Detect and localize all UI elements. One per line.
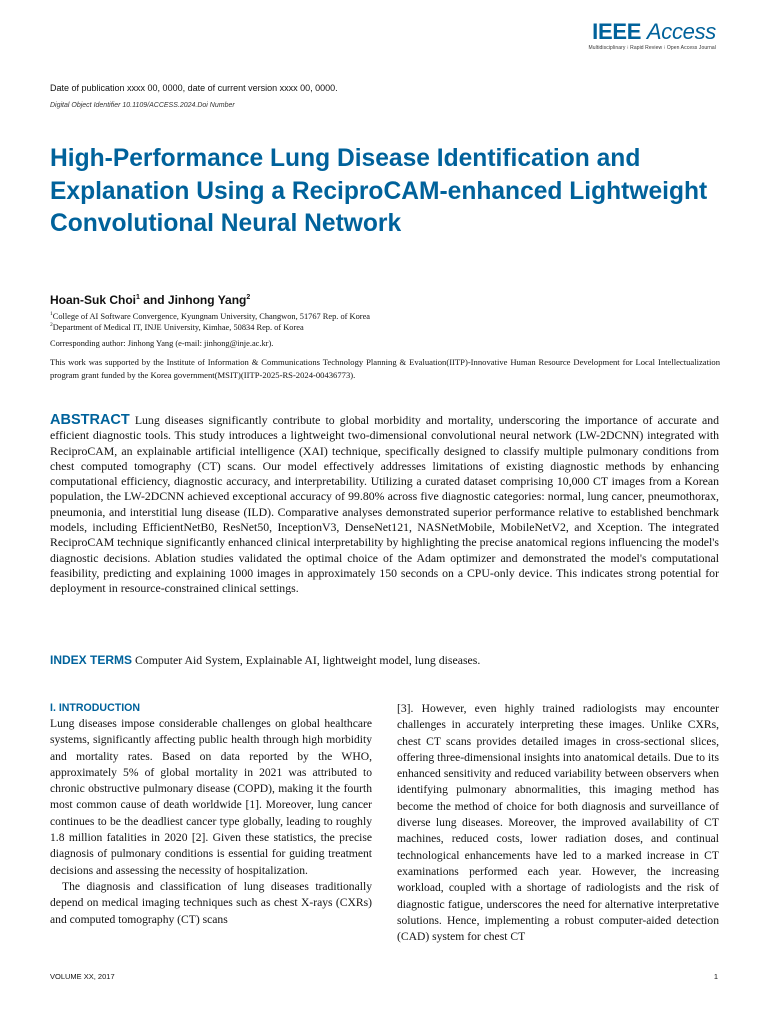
index-terms: [50, 653, 480, 668]
affiliation-text: College of AI Software Convergence, Kyungnam University, Changwon, 51767 Rep. of Korea: [52, 311, 371, 321]
affiliation-mark: 1: [50, 311, 53, 317]
paragraph: [3]. However, even highly trained radiologists may encounter challenges in accurately interpreting these images. Unlike CXRs, chest CT scans provides detailed images in cross-sectional slices, offering three-dimensional insights into anatomical details. Due to its enhanced sensitivity and reduced variability between observers when identifying pulmonary abnormalities, this imaging method has become the method of choice for both diagnosis and surveillance of diverse lung diseases. Moreover, the improved availability of CT machines, reduced costs, lower radiation doses, and continual technological enhancements have led to a marked increase in CT examinations performed each year. However, the increasing workload, coupled with a shortage of radiologists and the risk of diagnostic fatigue, underscores the need for alternative interpretative solutions. Hence, implementing a robust computer-aided detection (CAD) system for chest CT: [397, 702, 719, 944]
corresponding-author: Corresponding author: Jinhong Yang (e-mail: jinhong@inje.ac.kr).: [50, 339, 274, 348]
index-terms-heading: INDEX TERMS: [50, 653, 133, 667]
author-affiliation-mark: 1: [136, 294, 140, 301]
abstract: [50, 413, 719, 597]
logo-tagline: Multidisciplinary ⁝ Rapid Review ⁝ Open Access Journal: [588, 45, 716, 51]
logo-brand: IEEE: [592, 19, 642, 44]
body-column-left: [50, 716, 372, 928]
doi-line: Digital Object Identifier 10.1109/ACCESS.2024.Doi Number: [50, 102, 235, 109]
footer-page-number: 1: [713, 972, 718, 981]
publication-date: Date of publication xxxx 00, 0000, date of current version xxxx 00, 0000.: [50, 83, 338, 93]
logo-journal: Access: [646, 19, 716, 44]
section-heading-introduction: I. INTRODUCTION: [50, 702, 141, 714]
author-list: [50, 293, 250, 307]
affiliation-2: [50, 322, 304, 332]
affiliation-text: Department of Medical IT, INJE University, Kimhae, 50834 Rep. of Korea: [52, 322, 304, 332]
author-conjunction: and: [139, 293, 168, 307]
funding-statement: This work was supported by the Institute of Information & Communications Technology Planning & Evaluation(IITP)-Innovative Human Resource Development for Local Intellectualization program grant funded by the Korea government(MSIT)(IITP-2025-RS-2024-00436773).: [50, 357, 720, 380]
paragraph: Lung diseases impose considerable challenges on global healthcare systems, significantly affecting public health through high morbidity and mortality rates. Based on data reported by the WHO, approximately 5% of global mortality in 2021 was attributed to chronic obstructive pulmonary disease (COPD), making it the fourth most common cause of death worldwide [1]. Moreover, lung cancer continues to be the deadliest cancer type globally, leading to roughly 1.8 million fatalities in 2020 [2]. Given these statistics, the precise diagnosis of pulmonary conditions is essential for guiding treatment decisions and assessing the necessity of hospitalization.: [50, 717, 372, 877]
abstract-text: Lung diseases significantly contribute to global morbidity and mortality, underscoring the importance of accurate and efficient diagnostic tools. This study introduces a lightweight two-dimensional convolutional neural network (LW-2DCNN) integrated with ReciproCAM, an explainable artificial intelligence (XAI) technique, specifically designed to classify multiple pulmonary conditions from chest computed tomography (CT) scans. Our model effectively addresses limitations of existing diagnostic methods by enhancing computational efficiency, diagnostic accuracy, and interpretability. Utilizing a curated dataset comprising 10,000 CT images from a Korean population, the LW-2DCNN achieved exceptional accuracy of 99.80% across five diagnostic categories: normal, lung cancer, pneumothorax, pneumonia, and interstitial lung disease (ILD). Comparative analyses demonstrated superior performance relative to established benchmark models, including EfficientNetB0, ResNet50, InceptionV3, DenseNet121, NASNetMobile, MobileNetV2, and Xception. The integrated ReciproCAM technique significantly enhanced clinical interpretability by highlighting the precise anatomical regions influencing the model's diagnostic decisions. Ablation studies validated the optimal choice of the Adam optimizer and demonstrated the model's computational feasibility, predicting and explaining 1000 images in approximately 150 seconds on a CPU-only device. This indicates strong potential for deployment in resource-constrained clinical settings.: [50, 413, 720, 596]
abstract-heading: ABSTRACT: [50, 412, 130, 428]
ieee-access-logo: [588, 20, 716, 51]
author-name: Hoan-Suk Choi: [50, 293, 136, 307]
affiliation-mark: 2: [50, 322, 53, 328]
affiliation-1: [50, 311, 370, 321]
author-name: Jinhong Yang: [167, 293, 247, 307]
author-affiliation-mark: 2: [246, 294, 251, 301]
index-terms-text: Computer Aid System, Explainable AI, lightweight model, lung diseases.: [134, 653, 481, 667]
body-column-right: [397, 701, 719, 945]
paper-title: High-Performance Lung Disease Identification and Explanation Using a ReciproCAM-enhanced Lightweight Convolutional Neural Network: [50, 145, 708, 237]
paragraph: The diagnosis and classification of lung diseases traditionally depend on medical imaging techniques such as chest X-rays (CXRs) and computed tomography (CT) scans: [50, 879, 372, 926]
footer-volume: VOLUME XX, 2017: [50, 972, 115, 981]
